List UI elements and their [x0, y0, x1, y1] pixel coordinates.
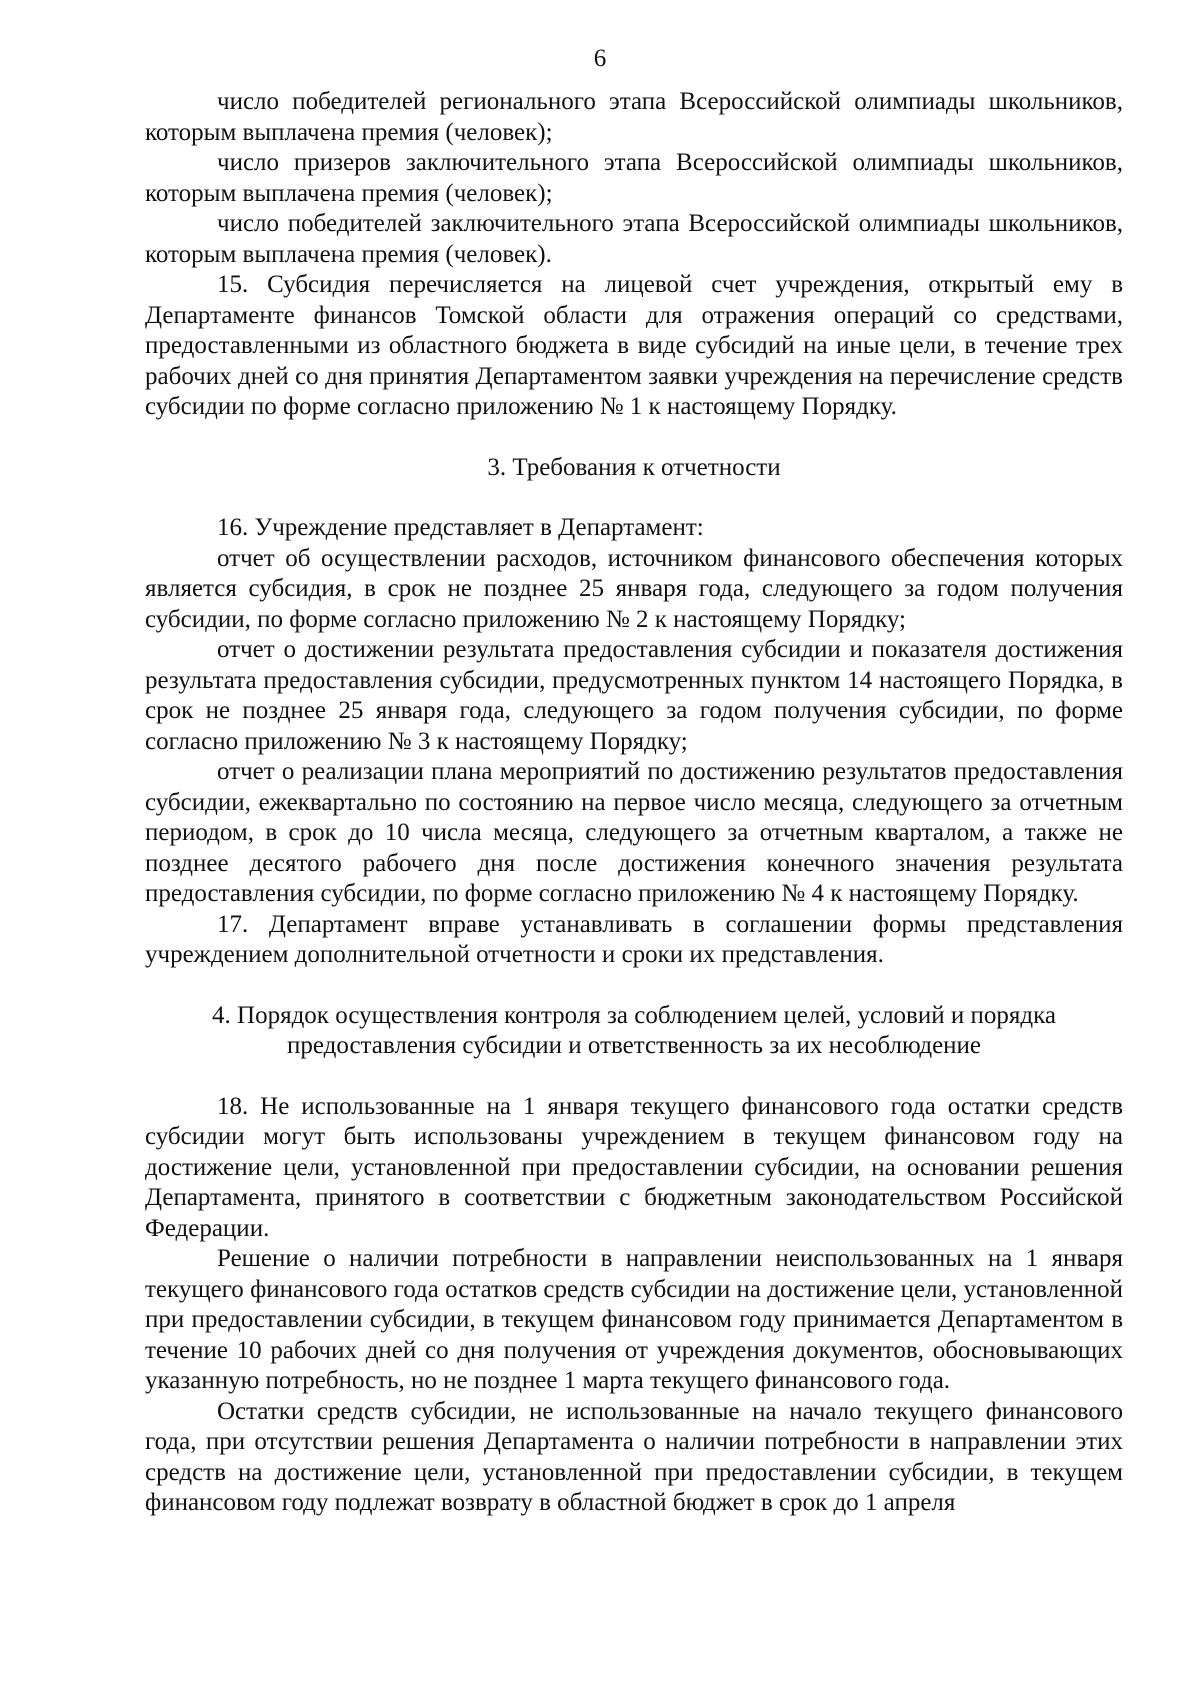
paragraph-winners-regional: число победителей регионального этапа Всероссийской олимпиады школьников, которым выплачена премия (человек); — [145, 88, 1123, 146]
document-body — [145, 87, 1123, 1519]
paragraph-18-decision: Решение о наличии потребности в направлении неиспользованных на 1 января текущего финансового года остатков средств субсидии на достижение цели, установленной при предоставлении субсидии, в текущем финансовом году принимается Департаментом в течение 10 рабочих дней со дня получения от учреждения документов, обосновывающих указанную потребность, но не позднее 1 марта текущего финансового года. — [145, 1245, 1123, 1394]
section-4-heading — [145, 1001, 1123, 1062]
paragraph-prizewinners-final: число призеров заключительного этапа Всероссийской олимпиады школьников, которым выплачена премия (человек); — [145, 149, 1123, 207]
section-4-heading-line-2: предоставления субсидии и ответственность за их несоблюдение — [286, 1032, 982, 1059]
paragraph-16-report-plan: отчет о реализации плана мероприятий по достижению результатов предоставления субсидии, ежеквартально по состоянию на первое число месяца, следующего за отчетным периодом, в срок до 10 числа месяца, следующего за отчетным кварталом, а также не позднее десятого рабочего дня после достижения конечного значения результата предоставления субсидии, по форме согласно приложению № 4 к настоящему Порядку. — [145, 758, 1123, 907]
section-3-heading: 3. Требования к отчетности — [487, 453, 781, 481]
paragraph-18-remainders: Остатки средств субсидии, не использованные на начало текущего финансового года, при отсутствии решения Департамента о наличии потребности в направлении этих средств на достижение цели, установленной при предоставлении субсидии, в текущем финансовом году подлежат возврату в областной бюджет в срок до 1 апреля — [145, 1397, 1123, 1516]
paragraph-16: 16. Учреждение представляет в Департамент: — [217, 514, 704, 541]
paragraph-18: 18. Не использованные на 1 января текущего финансового года остатки средств субсидии могут быть использованы учреждением в текущем финансовом году на достижение цели, установленной при предоставлении субсидии, на основании решения Департамента, принятого в соответствии с бюджетным законодательством Российской Федерации. — [145, 1092, 1123, 1242]
paragraph-17: 17. Департамент вправе устанавливать в соглашении формы представления учреждением дополнительной отчетности и сроки их представления. — [145, 910, 1123, 968]
page-number: 6 — [593, 45, 607, 72]
paragraph-winners-final: число победителей заключительного этапа Всероссийской олимпиады школьников, которым выплачена премия (человек). — [145, 210, 1123, 268]
section-4-heading-line-1: 4. Порядок осуществления контроля за соблюдением целей, условий и порядка — [212, 1001, 1056, 1029]
paragraph-16-report-result: отчет о достижении результата предоставления субсидии и показателя достижения результата предоставления субсидии, предусмотренных пунктом 14 настоящего Порядка, в срок не позднее 25 января года, следующего за годом получения субсидии, по форме согласно приложению № 3 к настоящему Порядку; — [145, 636, 1123, 755]
paragraph-15: 15. Субсидия перечисляется на лицевой счет учреждения, открытый ему в Департаменте финансов Томской области для отражения операций со средствами, предоставленными из областного бюджета в виде субсидий на иные цели, в течение трех рабочих дней со дня принятия Департаментом заявки учреждения на перечисление средств субсидии по форме согласно приложению № 1 к настоящему Порядку. — [145, 271, 1123, 420]
paragraph-16-report-expenses: отчет об осуществлении расходов, источником финансового обеспечения которых является субсидия, в срок не позднее 25 января года, следующего за годом получения субсидии, по форме согласно приложению № 2 к настоящему Порядку; — [145, 544, 1123, 633]
